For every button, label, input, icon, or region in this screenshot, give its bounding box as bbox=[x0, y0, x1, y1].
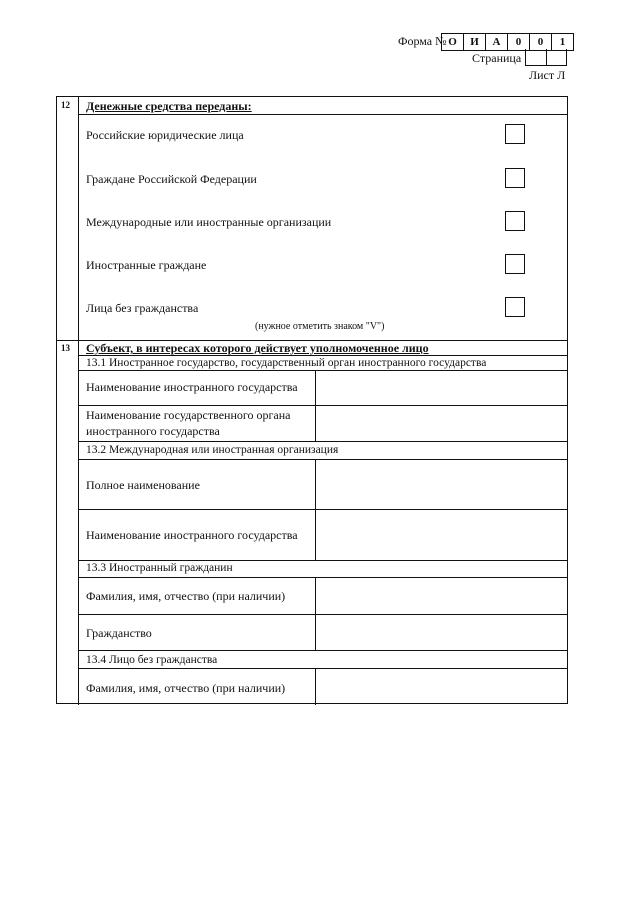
subsection-13-1-title: 13.1 Иностранное государство, государственный орган иностранного государства bbox=[86, 357, 487, 369]
page-number-field[interactable] bbox=[525, 49, 567, 66]
section-12-title: Денежные средства переданы: bbox=[86, 99, 252, 113]
divider bbox=[79, 114, 567, 115]
section-number-cell bbox=[57, 97, 79, 341]
section-13-title: Субъект, в интересах которого действует уполномоченное лицо bbox=[86, 341, 429, 355]
section-13-number: 13 bbox=[61, 343, 70, 353]
form-code-char: О bbox=[442, 34, 464, 50]
divider bbox=[79, 405, 567, 406]
divider bbox=[79, 577, 567, 578]
subsection-13-4-title: 13.4 Лицо без гражданства bbox=[86, 654, 218, 666]
divider bbox=[79, 370, 567, 371]
divider bbox=[79, 509, 567, 510]
option-label-foreign-citizens: Иностранные граждане bbox=[86, 258, 207, 272]
page-label: Страница bbox=[472, 51, 522, 65]
field-label-org-state: Наименование иностранного государства bbox=[86, 528, 298, 542]
form-code-char: 0 bbox=[530, 34, 552, 50]
field-label-gov-body: Наименование государственного органа bbox=[86, 408, 291, 422]
field-label-gov-body-cont: иностранного государства bbox=[86, 424, 220, 438]
form-code-char: И bbox=[464, 34, 486, 50]
form-code-char: 0 bbox=[508, 34, 530, 50]
checkbox-intl-orgs[interactable] bbox=[505, 211, 525, 231]
divider bbox=[79, 650, 567, 651]
divider bbox=[79, 459, 567, 460]
form-number-label: Форма № bbox=[398, 34, 447, 48]
subsection-13-2-title: 13.2 Международная или иностранная организация bbox=[86, 444, 339, 456]
sheet-label: Лист Л bbox=[529, 68, 566, 82]
checkbox-russian-citizens[interactable] bbox=[505, 168, 525, 188]
divider bbox=[79, 668, 567, 669]
option-label-stateless: Лица без гражданства bbox=[86, 301, 199, 315]
subsection-13-3-title: 13.3 Иностранный гражданин bbox=[86, 562, 233, 574]
field-label-stateless-fio: Фамилия, имя, отчество (при наличии) bbox=[86, 681, 286, 695]
option-label-russian-legal: Российские юридические лица bbox=[86, 128, 244, 142]
field-label-fio: Фамилия, имя, отчество (при наличии) bbox=[86, 589, 286, 603]
option-label-russian-citizens: Граждане Российской Федерации bbox=[86, 172, 257, 186]
option-label-intl-orgs: Международные или иностранные организации bbox=[86, 215, 332, 229]
section-12-number: 12 bbox=[61, 100, 70, 110]
checkbox-foreign-citizens[interactable] bbox=[505, 254, 525, 274]
field-label-foreign-state: Наименование иностранного государства bbox=[86, 380, 298, 394]
form-code-char: А bbox=[486, 34, 508, 50]
form-code-char: 1 bbox=[559, 36, 566, 48]
field-label-full-name: Полное наименование bbox=[86, 478, 200, 492]
checkbox-russian-legal[interactable] bbox=[505, 124, 525, 144]
divider bbox=[79, 614, 567, 615]
section-number-cell bbox=[57, 341, 79, 705]
column-divider bbox=[315, 668, 316, 705]
checkbox-stateless[interactable] bbox=[505, 297, 525, 317]
checkbox-note: (нужное отметить знаком "V") bbox=[255, 321, 385, 332]
field-label-citizenship: Гражданство bbox=[86, 626, 152, 640]
form-table bbox=[56, 96, 568, 704]
